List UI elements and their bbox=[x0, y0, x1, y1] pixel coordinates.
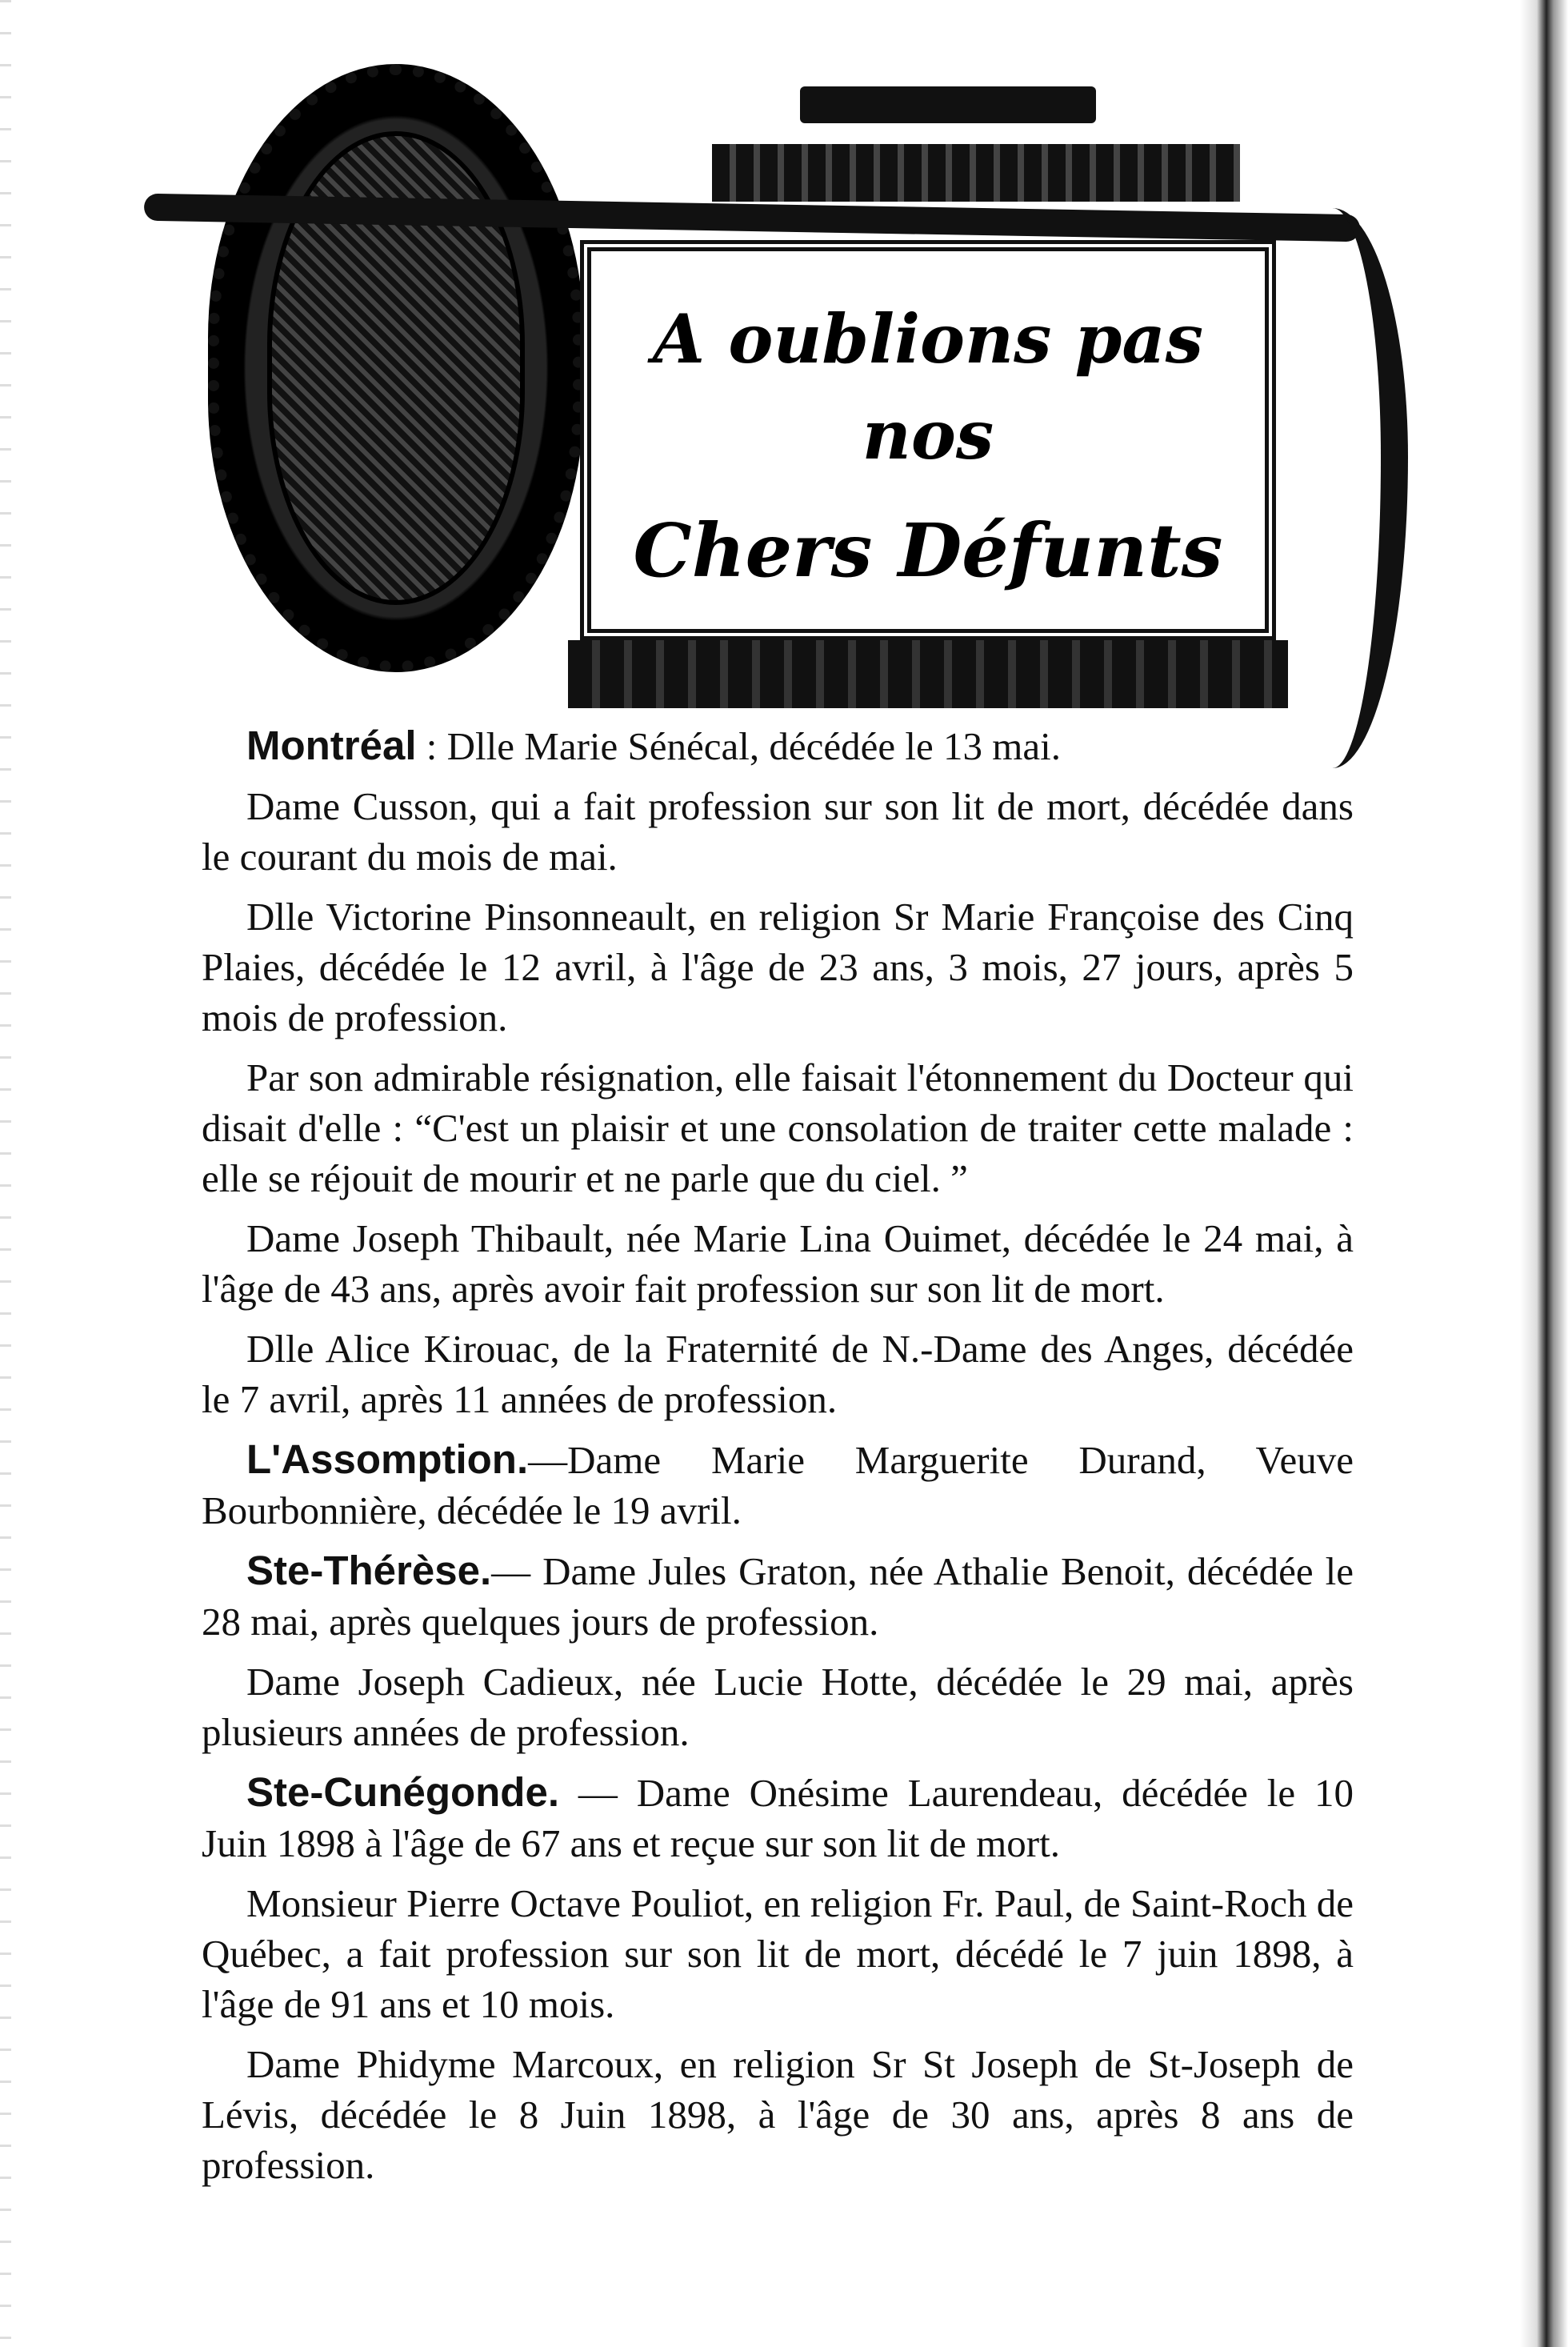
banner-line-2: nos bbox=[862, 395, 994, 475]
entry-text: Dame Joseph Thibault, née Marie Lina Ouimet, décédée le 24 mai, à l'âge de 43 ans, après avoir fait profession sur son lit de mort. bbox=[202, 1216, 1354, 1311]
place-name: Ste-Cunégonde. bbox=[246, 1769, 559, 1815]
entry-text: Dlle Victorine Pinsonneault, en religion Sr Marie Françoise des Cinq Plaies, décédée le 12 avril, à l'âge de 23 ans, 3 mois, 27 jours, après 5 mois de profession. bbox=[202, 895, 1354, 1039]
entry-montreal bbox=[202, 720, 1354, 771]
entry-ste-therese bbox=[202, 1545, 1354, 1647]
entry bbox=[202, 1052, 1354, 1204]
entry-text: Dame Jules Graton, née Athalie Benoit, décédée le 28 mai, après quelques jours de profession. bbox=[202, 1549, 1354, 1644]
place-name: L'Assomption. bbox=[246, 1436, 529, 1482]
entry-ste-cunegonde bbox=[202, 1767, 1354, 1868]
entry bbox=[202, 1878, 1354, 2029]
place-separator: — bbox=[528, 1438, 568, 1482]
entry-assomption bbox=[202, 1434, 1354, 1536]
place-separator: — bbox=[491, 1549, 543, 1593]
entry bbox=[202, 1656, 1354, 1757]
medallion-illustration bbox=[208, 64, 584, 672]
decorative-fringe bbox=[712, 144, 1240, 202]
entry-text: Dlle Alice Kirouac, de la Fraternité de N.-Dame des Anges, décédée le 7 avril, après 11 années de profession. bbox=[202, 1327, 1354, 1421]
entry bbox=[202, 2039, 1354, 2190]
entry-text: Monsieur Pierre Octave Pouliot, en religion Fr. Paul, de Saint-Roch de Québec, a fait profession sur son lit de mort, décédé le 7 juin 1898, à l'âge de 91 ans et 10 mois. bbox=[202, 1881, 1354, 2026]
entry-text: Dlle Marie Sénécal, décédée le 13 mai. bbox=[446, 724, 1061, 768]
entry bbox=[202, 781, 1354, 882]
banner-line-3: Chers Défunts bbox=[633, 507, 1223, 594]
header-illustration bbox=[120, 48, 1400, 736]
entry-text: Dame Onésime Laurendeau, décédée le 10 Juin 1898 à l'âge de 67 ans et reçue sur son lit de mort. bbox=[202, 1771, 1354, 1865]
banner-line-1: A oublions pas bbox=[652, 299, 1204, 378]
banner-title bbox=[591, 251, 1265, 629]
entry-text: Dame Cusson, qui a fait profession sur son lit de mort, décédée dans le courant du mois de mai. bbox=[202, 784, 1354, 879]
scythe-blade bbox=[1272, 208, 1408, 768]
place-separator: — bbox=[559, 1771, 637, 1815]
place-separator: : bbox=[416, 724, 447, 768]
entry bbox=[202, 1324, 1354, 1424]
entry bbox=[202, 891, 1354, 1043]
decorative-bar bbox=[800, 86, 1096, 123]
entry bbox=[202, 1213, 1354, 1314]
banner-fringe-bottom bbox=[568, 640, 1288, 708]
scan-speckle bbox=[0, 0, 11, 2347]
place-name: Montréal bbox=[246, 723, 417, 768]
page-binding-edge bbox=[1520, 0, 1568, 2347]
place-name: Ste-Thérèse. bbox=[246, 1548, 492, 1593]
entry-text: Dame Joseph Cadieux, née Lucie Hotte, décédée le 29 mai, après plusieurs années de profession. bbox=[202, 1660, 1354, 1754]
banner-frame bbox=[580, 240, 1276, 640]
entry-text: Dame Phidyme Marcoux, en religion Sr St Joseph de St-Joseph de Lévis, décédée le 8 Juin 1898, à l'âge de 30 ans, après 8 ans de profession. bbox=[202, 2042, 1354, 2187]
entry-text: Dame Marie Marguerite Durand, Veuve Bourbonnière, décédée le 19 avril. bbox=[202, 1438, 1354, 1532]
obituary-list bbox=[202, 720, 1354, 2200]
entry-text: Par son admirable résignation, elle faisait l'étonnement du Docteur qui disait d'elle : “C'est un plaisir et une consolation de traiter cette malade : elle se réjouit de mourir et ne parle que du ciel. ” bbox=[202, 1055, 1354, 1200]
